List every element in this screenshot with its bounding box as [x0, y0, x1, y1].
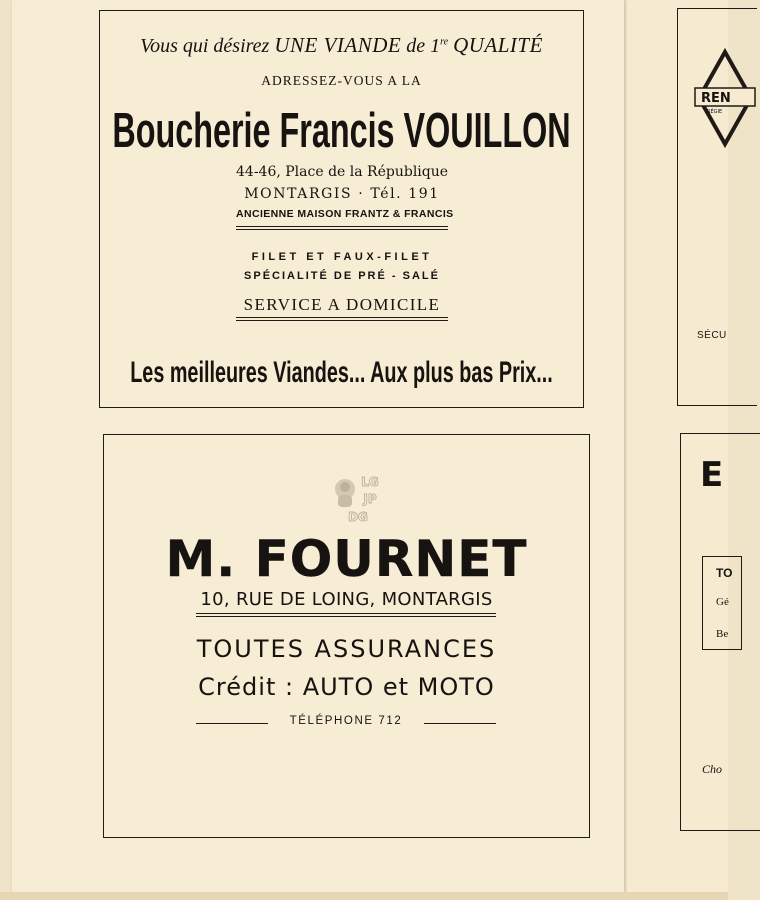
left-page — [12, 0, 624, 892]
page-bottom-edge — [0, 892, 728, 900]
phone-rule-right — [424, 723, 496, 724]
logo-letters-2: JP — [363, 492, 377, 506]
renault-logo-text: REN — [701, 91, 731, 106]
home-service: SERVICE A DOMICILE — [243, 295, 441, 314]
logo-letters-3: DG — [348, 510, 368, 524]
intro-viande: UNE VIANDE — [274, 33, 402, 57]
double-rule — [236, 226, 448, 230]
logo-letters-1: LG — [361, 475, 379, 489]
intro-ordinal-sup: re — [440, 36, 449, 48]
right-inner-line-2: Gé — [716, 596, 729, 608]
boucherie-advertisement — [99, 10, 584, 408]
shop-name: Boucherie Francis VOUILLON — [112, 104, 571, 158]
renault-diamond-logo-icon — [691, 50, 751, 150]
right-page — [627, 0, 731, 892]
phone-row — [196, 715, 496, 731]
right-big-letter: E — [700, 455, 724, 495]
insurance-line: TOUTES ASSURANCES — [196, 635, 497, 663]
address-lead: ADRESSEZ-VOUS A LA — [261, 73, 422, 88]
credit-line: Crédit : AUTO et MOTO — [198, 673, 495, 701]
fournet-address: 10, RUE DE LOING, MONTARGIS — [200, 589, 493, 610]
renault-logo-small: RÉGIE — [707, 109, 723, 115]
right-inner-line-1: TO — [716, 566, 733, 580]
securite-text: SÉCU — [697, 330, 727, 341]
specialty-filet: FILET ET FAUX-FILET — [251, 251, 433, 263]
street-address: 44-46, Place de la République — [236, 164, 449, 180]
library-stamp-icon — [330, 471, 386, 527]
slogan: Les meilleures Viandes... Aux plus bas Prix... — [130, 356, 553, 389]
city-phone: MONTARGIS · Tél. 191 — [244, 186, 440, 202]
intro-qualite: QUALITÉ — [453, 33, 543, 57]
right-footer-text: Cho — [702, 762, 723, 776]
double-rule — [196, 613, 496, 617]
intro-before: Vous qui désirez — [140, 35, 270, 57]
former-house: ANCIENNE MAISON FRANTZ & FRANCIS — [236, 208, 454, 220]
intro-line — [100, 33, 583, 58]
phone-number: TÉLÉPHONE 712 — [289, 715, 403, 727]
right-inner-line-3: Be — [716, 628, 729, 640]
fournet-advertisement — [103, 434, 590, 838]
phone-rule-left — [196, 723, 268, 724]
intro-ordinal: 1 — [430, 35, 441, 57]
specialty-pre-sale: SPÉCIALITÉ DE PRÉ - SALÉ — [244, 270, 440, 282]
fournet-name: M. FOURNET — [165, 530, 528, 588]
intro-de: de — [406, 35, 426, 57]
double-rule — [236, 317, 448, 321]
